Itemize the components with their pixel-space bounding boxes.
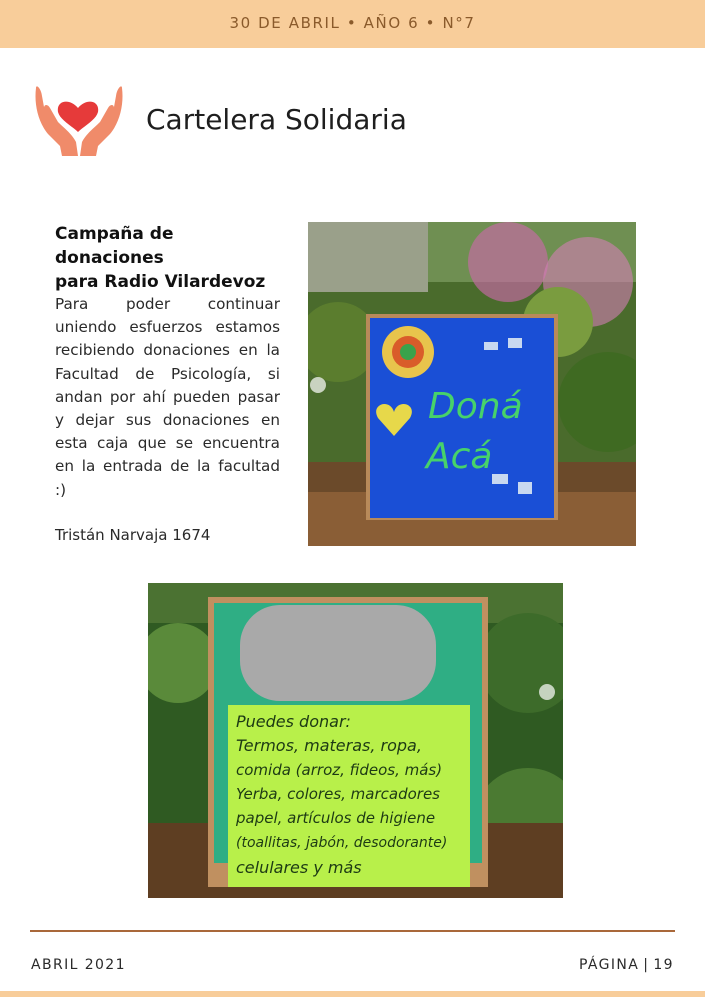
article-heading-line-1: Campaña de donaciones (55, 224, 174, 268)
page-number: 19 (653, 957, 674, 973)
list-sign-line-2: Termos, materas, ropa, (236, 736, 422, 755)
article-heading (55, 222, 280, 294)
section-title: Cartelera Solidaria (146, 103, 407, 136)
article-heading-line-2: para Radio Vilardevoz (55, 272, 266, 292)
article-address: Tristán Narvaja 1674 (55, 526, 211, 544)
donation-list-photo (148, 583, 563, 898)
header-band (0, 0, 705, 48)
list-sign-line-1: Puedes donar: (236, 712, 351, 731)
box-sign-line-2: Acá (426, 436, 493, 477)
list-sign-line-5: papel, artículos de higiene (236, 809, 436, 827)
footer-page (579, 957, 674, 973)
footer-rule (30, 930, 675, 932)
article-body: Para poder continuar uniendo esfuerzos estamos recibiendo donaciones en la Facultad de Psicología, si andan por ahí pueden pasar y dejar sus donaciones en esta caja que se encuentra en la entrada de la facultad :) (55, 295, 280, 499)
issue-line: 30 DE ABRIL • AÑO 6 • N°7 (229, 14, 476, 32)
list-sign-line-3: comida (arroz, fideos, más) (236, 761, 443, 779)
donation-box-photo (308, 222, 636, 546)
footer-band (0, 991, 705, 997)
page-separator: | (643, 957, 650, 973)
list-sign-line-6: (toallitas, jabón, desodorante) (236, 835, 448, 851)
page-label: PÁGINA (578, 957, 640, 973)
footer-date: ABRIL 2021 (31, 957, 126, 973)
heart-in-hands-icon (32, 78, 126, 158)
list-sign-line-7: celulares y más (236, 858, 362, 877)
box-sign-line-1: Doná (428, 386, 523, 427)
list-sign-line-4: Yerba, colores, marcadores (236, 785, 440, 803)
